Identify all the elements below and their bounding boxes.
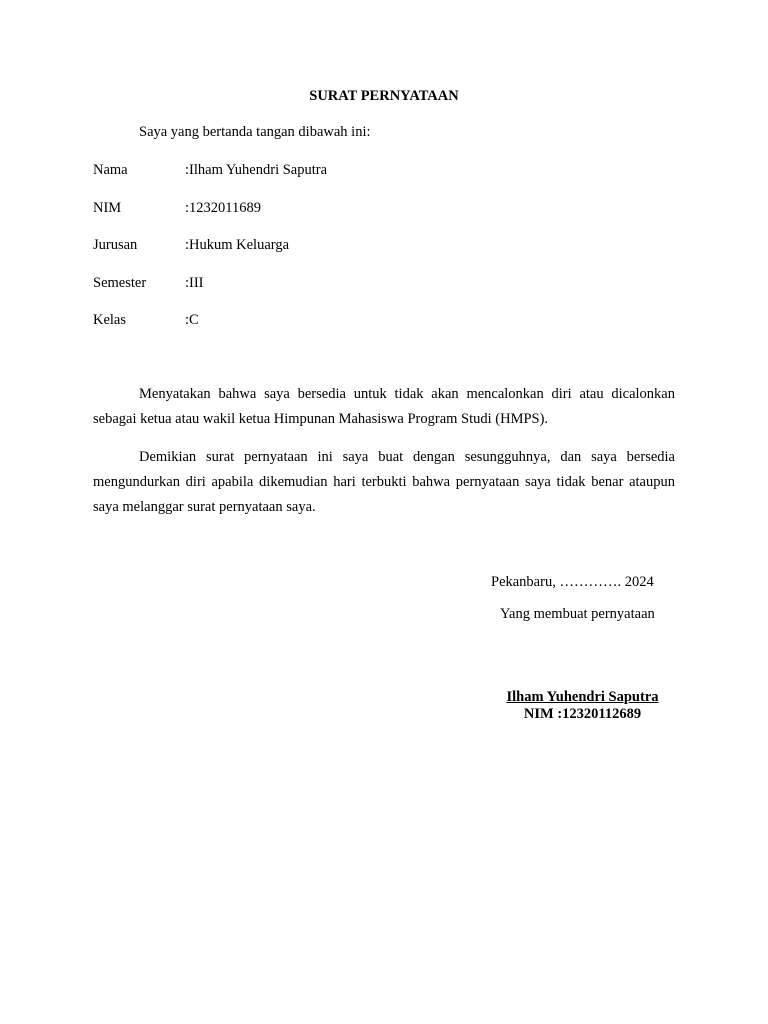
signer-nim: NIM :12320112689 <box>523 706 642 722</box>
field-label: Semester <box>93 275 147 291</box>
signer-caption: Yang membuat pernyataan <box>500 606 655 622</box>
field-label: Jurusan <box>93 237 138 253</box>
field-value: :III <box>185 275 204 291</box>
statement-paragraph: Menyatakan bahwa saya bersedia untuk tidak akan mencalonkan diri atau dicalonkan sebagai ketua atau wakil ketua Himpunan Mahasiswa Program Studi (HMPS). <box>93 386 675 427</box>
field-value: :Hukum Keluarga <box>185 237 290 253</box>
field-label: NIM <box>93 200 122 216</box>
signer-name: Ilham Yuhendri Saputra <box>506 689 659 705</box>
field-label: Nama <box>93 162 128 178</box>
field-value: :1232011689 <box>185 200 261 216</box>
document-title: SURAT PERNYATAAN <box>309 88 459 104</box>
field-value: :Ilham Yuhendri Saputra <box>185 162 328 178</box>
intro-text: Saya yang bertanda tangan dibawah ini: <box>139 124 371 140</box>
closing-paragraph: Demikian surat pernyataan ini saya buat dengan sesungguhnya, dan saya bersedia mengundurkan diri apabila dikemudian hari terbukti bahwa pernyataan saya tidak benar ataupun saya melanggar surat pernyataan saya. <box>93 449 675 515</box>
field-value: :C <box>185 312 199 328</box>
place-date: Pekanbaru, …………. 2024 <box>491 574 654 590</box>
field-label: Kelas <box>93 312 127 328</box>
